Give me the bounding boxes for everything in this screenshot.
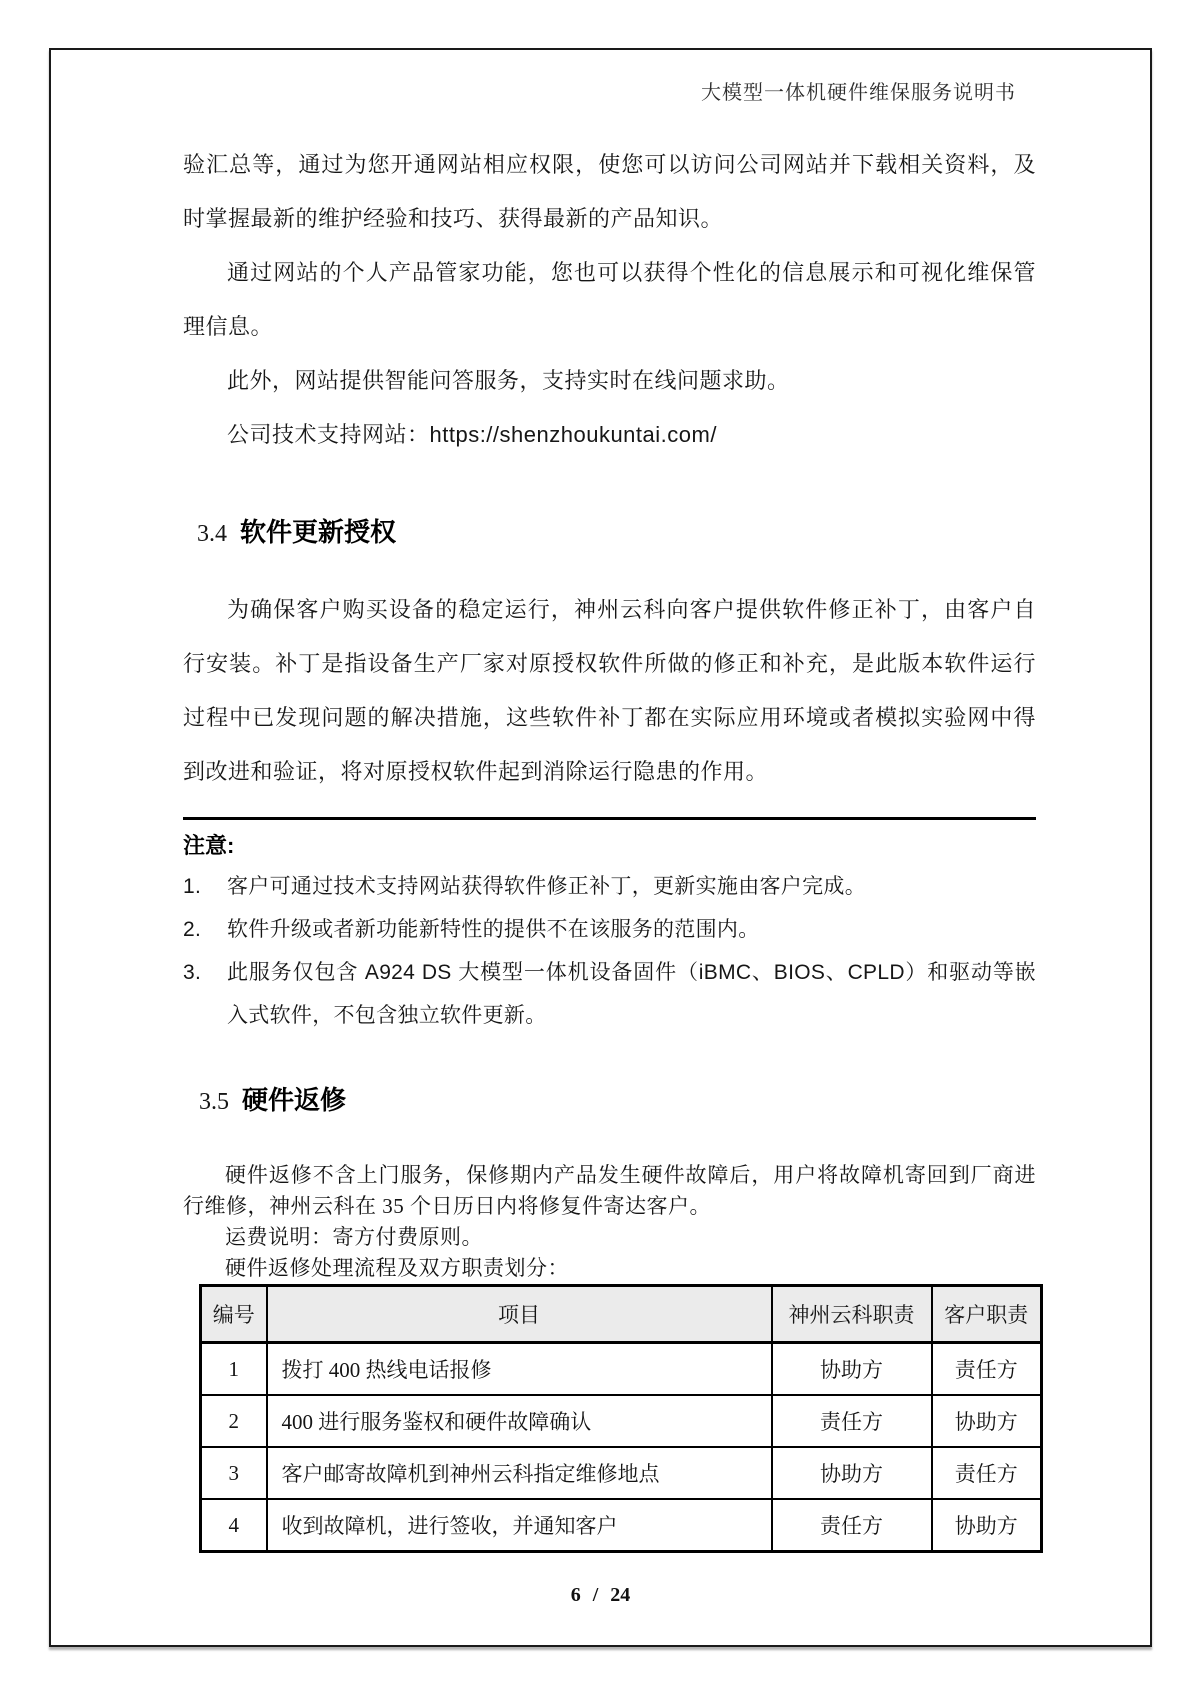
note-divider-rule	[183, 817, 1036, 820]
section-title: 硬件返修	[242, 1085, 347, 1115]
table-intro-line: 硬件返修处理流程及双方职责划分：	[225, 1256, 569, 1280]
table-header-cell: 项目	[267, 1286, 772, 1343]
intro-block	[183, 138, 1036, 462]
table-cell: 协助方	[772, 1447, 932, 1499]
note-number: 3.	[183, 961, 202, 984]
section-heading-3-4	[197, 512, 1036, 554]
repair-process-table	[199, 1284, 1043, 1553]
note-item	[183, 951, 1036, 1037]
paragraph: 硬件返修不含上门服务，保修期内产品发生硬件故障后，用户将故障机寄回到厂商进行维修，神州云科在 35 个日历日内将修复件寄达客户。	[183, 1163, 1036, 1218]
table-cell: 拨打 400 热线电话报修	[267, 1343, 772, 1396]
table-row	[201, 1447, 1042, 1499]
table-header-cell: 编号	[201, 1286, 267, 1343]
section-title: 软件更新授权	[240, 517, 397, 547]
section-number: 3.4	[197, 521, 227, 547]
table-cell: 协助方	[932, 1499, 1042, 1552]
table-cell: 3	[201, 1447, 267, 1499]
table-cell: 协助方	[932, 1395, 1042, 1447]
note-text: 软件升级或者新功能新特性的提供不在该服务的范围内。	[227, 918, 760, 941]
note-text: 此服务仅包含 A924 DS 大模型一体机设备固件（iBMC、BIOS、CPLD）和驱动等嵌入式软件，不包含独立软件更新。	[227, 961, 1036, 1027]
table-cell: 收到故障机，进行签收，并通知客户	[267, 1499, 772, 1552]
table-header-cell: 客户职责	[932, 1286, 1042, 1343]
page-content	[51, 138, 1150, 1553]
table-cell: 1	[201, 1343, 267, 1396]
page-footer	[51, 1584, 1150, 1607]
note-text: 客户可通过技术支持网站获得软件修正补丁，更新实施由客户完成。	[227, 875, 866, 898]
page-number-separator: /	[592, 1584, 599, 1606]
page-number-current: 6	[570, 1584, 581, 1606]
page-header: 大模型一体机硬件维保服务说明书	[701, 82, 1016, 104]
section-heading-3-5	[199, 1079, 1036, 1123]
table-header-row	[201, 1286, 1042, 1343]
page-number-total: 24	[610, 1584, 631, 1606]
paragraph-continuation: 验汇总等，通过为您开通网站相应权限，使您可以访问公司网站并下载相关资料，及时掌握最新的维护经验和技巧、获得最新的产品知识。	[183, 152, 1036, 231]
paragraph: 此外，网站提供智能问答服务，支持实时在线问题求助。	[227, 368, 790, 393]
shipping-note-line: 运费说明：寄方付费原则。	[225, 1225, 483, 1249]
table-row	[201, 1395, 1042, 1447]
table-cell: 协助方	[772, 1343, 932, 1396]
section-number: 3.5	[199, 1089, 229, 1115]
support-website-line: 公司技术支持网站：https://shenzhoukuntai.com/	[227, 422, 717, 447]
note-list	[183, 865, 1036, 1037]
table-cell: 400 进行服务鉴权和硬件故障确认	[267, 1395, 772, 1447]
document-page	[49, 48, 1152, 1647]
note-label: 注意:	[183, 833, 235, 858]
table-cell: 4	[201, 1499, 267, 1552]
table-cell: 客户邮寄故障机到神州云科指定维修地点	[267, 1447, 772, 1499]
note-number: 2.	[183, 918, 202, 941]
table-cell: 2	[201, 1395, 267, 1447]
table-cell: 责任方	[772, 1395, 932, 1447]
table-cell: 责任方	[772, 1499, 932, 1552]
table-row	[201, 1343, 1042, 1396]
paragraph: 通过网站的个人产品管家功能，您也可以获得个性化的信息展示和可视化维保管理信息。	[183, 260, 1036, 339]
table-cell: 责任方	[932, 1447, 1042, 1499]
table-row	[201, 1499, 1042, 1552]
note-number: 1.	[183, 875, 202, 898]
note-item	[183, 908, 1036, 951]
note-item	[183, 865, 1036, 908]
paragraph: 为确保客户购买设备的稳定运行，神州云科向客户提供软件修正补丁，由客户自行安装。补丁是指设备生产厂家对原授权软件所做的修正和补充，是此版本软件运行过程中已发现问题的解决措施，这些软件补丁都在实际应用环境或者模拟实验网中得到改进和验证，将对原授权软件起到消除运行隐患的作用。	[183, 597, 1036, 784]
table-cell: 责任方	[932, 1343, 1042, 1396]
table-header-cell: 神州云科职责	[772, 1286, 932, 1343]
